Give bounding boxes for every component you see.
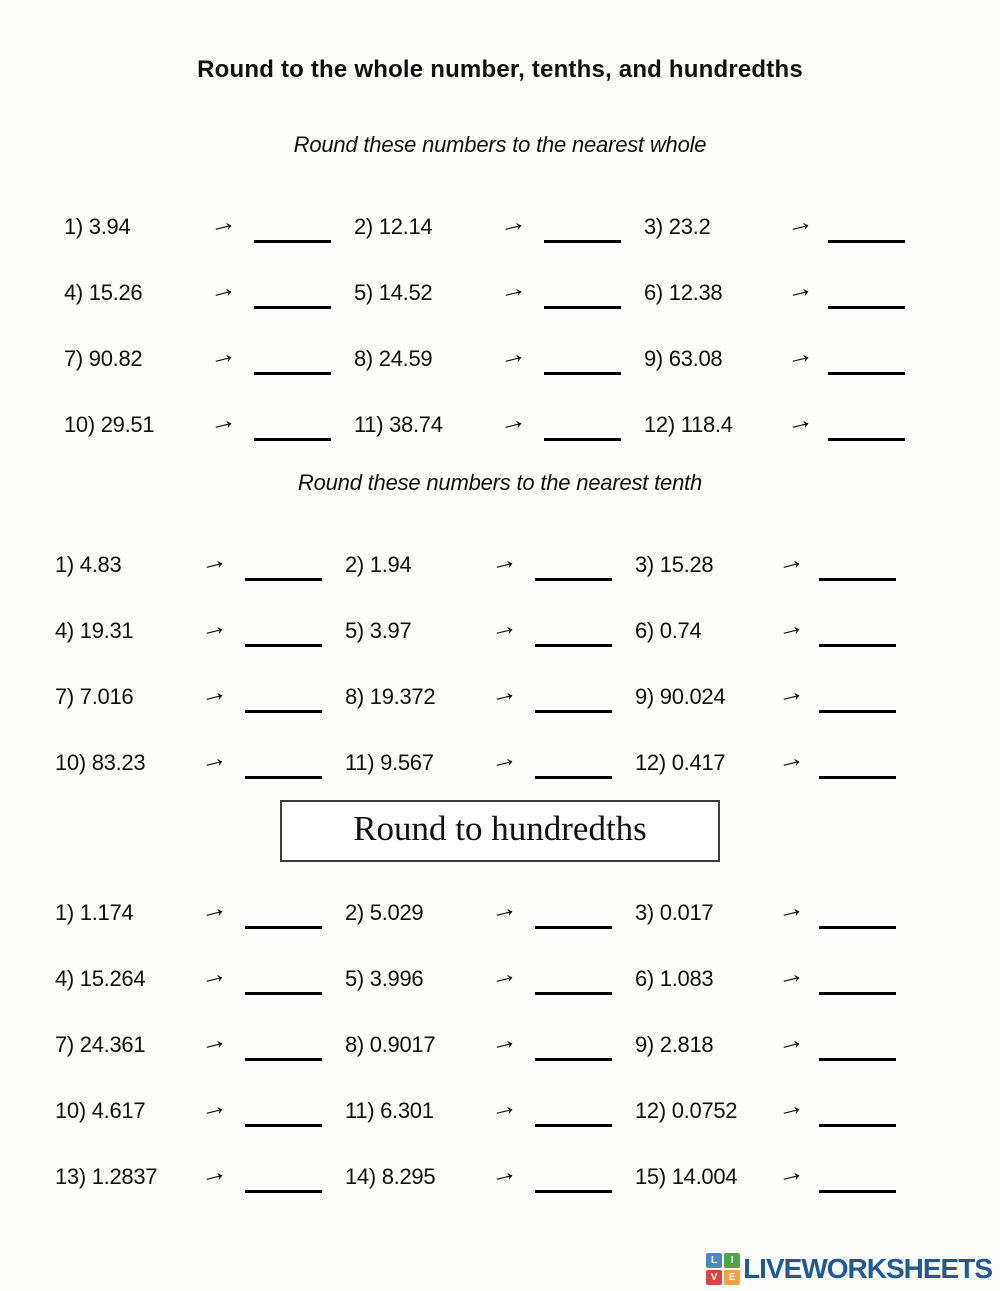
problem-label: 3) 0.017 bbox=[635, 900, 714, 925]
answer-blank[interactable] bbox=[245, 568, 322, 581]
arrow-icon: → bbox=[773, 741, 808, 777]
problem-label: 8) 0.9017 bbox=[345, 1032, 436, 1057]
problem-label: 4) 15.26 bbox=[64, 280, 143, 305]
arrow-icon: → bbox=[495, 271, 530, 307]
section-heading-nearest-tenth: Round these numbers to the nearest tenth bbox=[297, 470, 703, 495]
problem-label: 10) 29.51 bbox=[64, 412, 155, 437]
answer-blank[interactable] bbox=[535, 568, 612, 581]
answer-blank[interactable] bbox=[535, 1180, 612, 1193]
arrow-icon: → bbox=[486, 1089, 521, 1125]
answer-blank[interactable] bbox=[535, 766, 612, 779]
problem-label: 2) 1.94 bbox=[345, 552, 412, 577]
problem-label: 11) 38.74 bbox=[354, 412, 443, 437]
arrow-icon: → bbox=[196, 1089, 231, 1125]
problem-label: 6) 1.083 bbox=[635, 966, 714, 991]
problem-label: 9) 90.024 bbox=[635, 684, 726, 709]
answer-blank[interactable] bbox=[245, 916, 322, 929]
answer-blank[interactable] bbox=[819, 634, 896, 647]
arrow-icon: → bbox=[205, 205, 240, 241]
section-nearest-whole bbox=[0, 132, 1000, 438]
arrow-icon: → bbox=[495, 403, 530, 439]
problem-label: 2) 5.029 bbox=[345, 900, 424, 925]
answer-blank[interactable] bbox=[535, 1048, 612, 1061]
section-hundredths bbox=[0, 800, 1000, 1190]
answer-blank[interactable] bbox=[544, 362, 621, 375]
answer-blank[interactable] bbox=[535, 634, 612, 647]
problem-label: 3) 15.28 bbox=[635, 552, 714, 577]
problems-row bbox=[0, 950, 1000, 992]
problem-label: 6) 0.74 bbox=[635, 618, 702, 643]
problems-row bbox=[0, 264, 1000, 306]
section-heading-nearest-whole: Round these numbers to the nearest whole bbox=[293, 132, 707, 157]
answer-blank[interactable] bbox=[535, 700, 612, 713]
problem-label: 1) 3.94 bbox=[64, 214, 131, 239]
problem-label: 12) 118.4 bbox=[644, 412, 733, 437]
arrow-icon: → bbox=[773, 1155, 808, 1191]
answer-blank[interactable] bbox=[819, 1048, 896, 1061]
problems-row bbox=[0, 668, 1000, 710]
answer-blank[interactable] bbox=[828, 296, 905, 309]
answer-blank[interactable] bbox=[254, 230, 331, 243]
problem-label: 5) 3.996 bbox=[345, 966, 424, 991]
arrow-icon: → bbox=[773, 957, 808, 993]
problems-row bbox=[0, 1148, 1000, 1190]
arrow-icon: → bbox=[495, 337, 530, 373]
arrow-icon: → bbox=[486, 957, 521, 993]
logo-letter-i: I bbox=[724, 1253, 740, 1268]
arrow-icon: → bbox=[196, 957, 231, 993]
problem-label: 5) 14.52 bbox=[354, 280, 433, 305]
arrow-icon: → bbox=[205, 271, 240, 307]
liveworksheets-logo-icon bbox=[706, 1253, 740, 1285]
arrow-icon: → bbox=[196, 543, 231, 579]
answer-blank[interactable] bbox=[245, 766, 322, 779]
arrow-icon: → bbox=[495, 205, 530, 241]
arrow-icon: → bbox=[205, 337, 240, 373]
liveworksheets-wordmark: LIVEWORKSHEETS bbox=[743, 1253, 992, 1284]
problems-row bbox=[0, 330, 1000, 372]
section-nearest-tenth bbox=[0, 470, 1000, 776]
arrow-icon: → bbox=[782, 205, 817, 241]
answer-blank[interactable] bbox=[544, 428, 621, 441]
answer-blank[interactable] bbox=[544, 230, 621, 243]
arrow-icon: → bbox=[205, 403, 240, 439]
liveworksheets-footer bbox=[706, 1253, 992, 1285]
arrow-icon: → bbox=[773, 891, 808, 927]
arrow-icon: → bbox=[782, 403, 817, 439]
answer-blank[interactable] bbox=[535, 916, 612, 929]
problem-label: 4) 15.264 bbox=[55, 966, 146, 991]
problem-label: 12) 0.417 bbox=[635, 750, 726, 775]
problem-label: 1) 1.174 bbox=[55, 900, 134, 925]
arrow-icon: → bbox=[486, 609, 521, 645]
logo-letter-l: L bbox=[706, 1253, 722, 1268]
answer-blank[interactable] bbox=[819, 1180, 896, 1193]
problem-label: 7) 24.361 bbox=[55, 1032, 146, 1057]
problems-row bbox=[0, 1016, 1000, 1058]
answer-blank[interactable] bbox=[254, 362, 331, 375]
arrow-icon: → bbox=[773, 1023, 808, 1059]
arrow-icon: → bbox=[773, 609, 808, 645]
problem-label: 12) 0.0752 bbox=[635, 1098, 738, 1123]
problem-label: 10) 4.617 bbox=[55, 1098, 146, 1123]
arrow-icon: → bbox=[486, 1023, 521, 1059]
arrow-icon: → bbox=[486, 891, 521, 927]
answer-blank[interactable] bbox=[819, 766, 896, 779]
problem-label: 14) 8.295 bbox=[345, 1164, 436, 1189]
answer-blank[interactable] bbox=[535, 982, 612, 995]
arrow-icon: → bbox=[196, 741, 231, 777]
arrow-icon: → bbox=[773, 543, 808, 579]
problem-label: 11) 6.301 bbox=[345, 1098, 434, 1123]
answer-blank[interactable] bbox=[245, 1048, 322, 1061]
problems-row bbox=[0, 198, 1000, 240]
answer-blank[interactable] bbox=[245, 634, 322, 647]
arrow-icon: → bbox=[196, 1155, 231, 1191]
arrow-icon: → bbox=[486, 543, 521, 579]
problems-row bbox=[0, 602, 1000, 644]
answer-blank[interactable] bbox=[828, 428, 905, 441]
answer-blank[interactable] bbox=[245, 1180, 322, 1193]
problems-row bbox=[0, 536, 1000, 578]
section-heading-hundredths: Round to hundredths bbox=[280, 800, 720, 862]
arrow-icon: → bbox=[773, 1089, 808, 1125]
problem-label: 8) 24.59 bbox=[354, 346, 433, 371]
problem-label: 15) 14.004 bbox=[635, 1164, 738, 1189]
answer-blank[interactable] bbox=[254, 296, 331, 309]
answer-blank[interactable] bbox=[828, 230, 905, 243]
logo-letter-v: V bbox=[706, 1270, 722, 1285]
problem-label: 2) 12.14 bbox=[354, 214, 433, 239]
arrow-icon: → bbox=[196, 891, 231, 927]
problem-label: 4) 19.31 bbox=[55, 618, 134, 643]
arrow-icon: → bbox=[196, 609, 231, 645]
arrow-icon: → bbox=[782, 271, 817, 307]
arrow-icon: → bbox=[486, 1155, 521, 1191]
problem-label: 1) 4.83 bbox=[55, 552, 122, 577]
page-title: Round to the whole number, tenths, and hundredths bbox=[197, 56, 803, 83]
problems-row bbox=[0, 1082, 1000, 1124]
answer-blank[interactable] bbox=[819, 1114, 896, 1127]
problem-label: 6) 12.38 bbox=[644, 280, 723, 305]
logo-letter-e: E bbox=[724, 1270, 740, 1285]
problems-row bbox=[0, 734, 1000, 776]
answer-blank[interactable] bbox=[819, 700, 896, 713]
problem-label: 5) 3.97 bbox=[345, 618, 412, 643]
problem-label: 3) 23.2 bbox=[644, 214, 711, 239]
arrow-icon: → bbox=[782, 337, 817, 373]
problem-label: 11) 9.567 bbox=[345, 750, 434, 775]
arrow-icon: → bbox=[196, 675, 231, 711]
problem-label: 13) 1.2837 bbox=[55, 1164, 158, 1189]
arrow-icon: → bbox=[196, 1023, 231, 1059]
answer-blank[interactable] bbox=[828, 362, 905, 375]
answer-blank[interactable] bbox=[535, 1114, 612, 1127]
arrow-icon: → bbox=[486, 741, 521, 777]
answer-blank[interactable] bbox=[254, 428, 331, 441]
answer-blank[interactable] bbox=[245, 982, 322, 995]
problem-label: 9) 63.08 bbox=[644, 346, 723, 371]
problem-label: 9) 2.818 bbox=[635, 1032, 714, 1057]
answer-blank[interactable] bbox=[819, 982, 896, 995]
answer-blank[interactable] bbox=[245, 700, 322, 713]
answer-blank[interactable] bbox=[819, 916, 896, 929]
answer-blank[interactable] bbox=[245, 1114, 322, 1127]
problem-label: 10) 83.23 bbox=[55, 750, 146, 775]
problem-label: 7) 7.016 bbox=[55, 684, 134, 709]
problems-row bbox=[0, 884, 1000, 926]
problem-label: 7) 90.82 bbox=[64, 346, 143, 371]
arrow-icon: → bbox=[486, 675, 521, 711]
answer-blank[interactable] bbox=[819, 568, 896, 581]
problems-row bbox=[0, 396, 1000, 438]
problem-label: 8) 19.372 bbox=[345, 684, 436, 709]
arrow-icon: → bbox=[773, 675, 808, 711]
answer-blank[interactable] bbox=[544, 296, 621, 309]
